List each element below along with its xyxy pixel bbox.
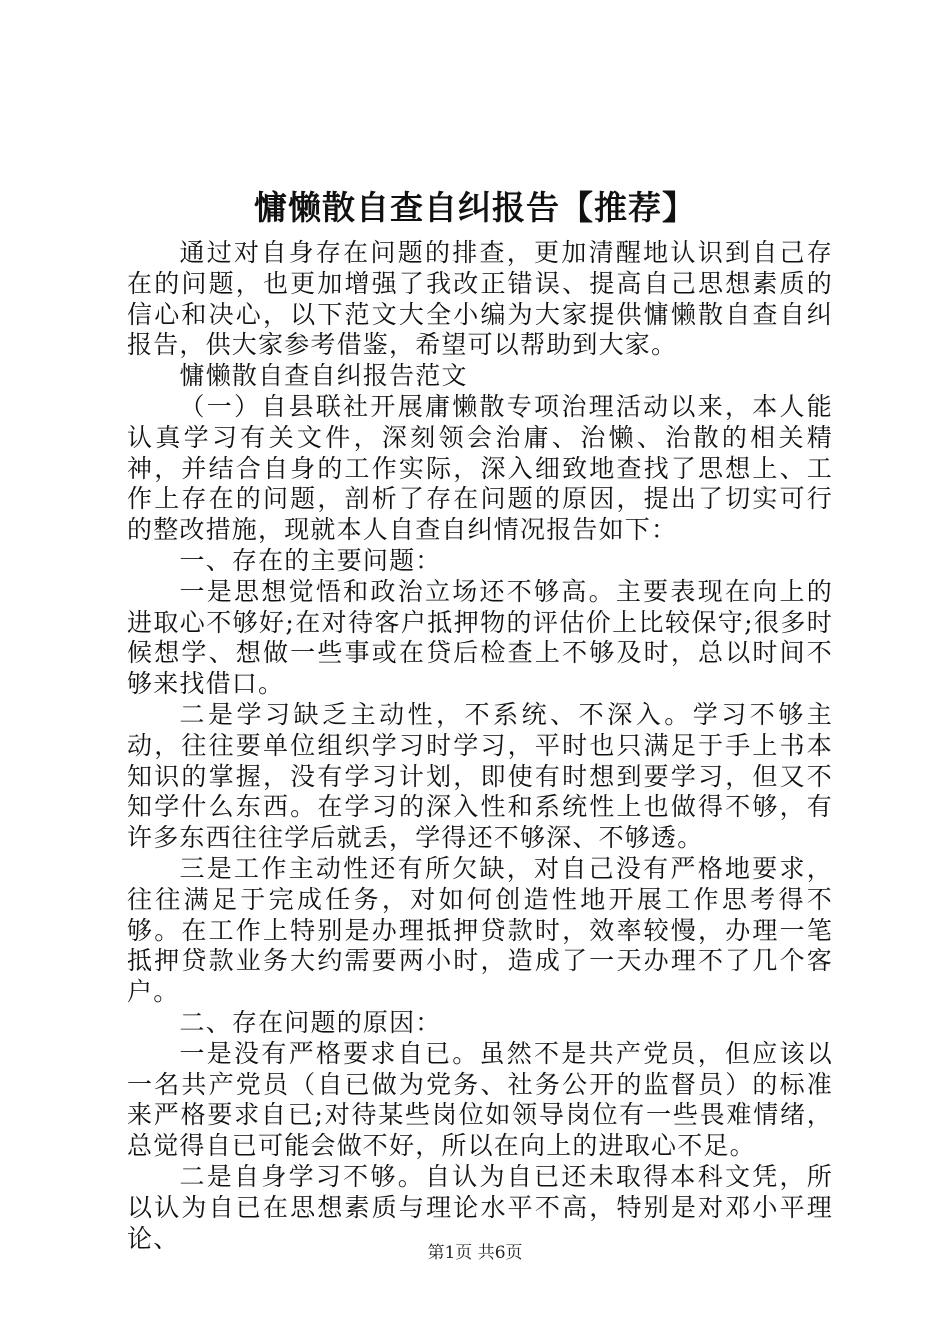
paragraph-intro: 通过对自身存在问题的排查，更加清醒地认识到自己存在的问题，也更加增强了我改正错误、提高自己思想素质的信心和决心，以下范文大全小编为大家提供慵懒散自查自纠报告，供大家参考借鉴，希望可以帮助到大家。	[127, 238, 833, 360]
page-number-footer: 第1页 共6页	[427, 1243, 523, 1263]
paragraph-cause-1: 一是没有严格要求自已。虽然不是共产党员，但应该以一名共产党员（自已做为党务、社务公开的监督员）的标准来严格要求自已;对待某些岗位如领导岗位有一些畏难情绪，总觉得自已可能会做不好，所以在向上的进取心不足。	[127, 1038, 833, 1161]
paragraph-subtitle: 慵懒散自查自纠报告范文	[179, 361, 468, 391]
heading-problem-causes: 二、存在问题的原因：	[179, 1007, 442, 1037]
paragraph-problem-2: 二是学习缺乏主动性，不系统、不深入。学习不够主动，往往要单位组织学习时学习，平时也只满足于手上书本知识的掌握，没有学习计划，即使有时想到要学习，但又不知学什么东西。在学习的深入性和系统性上也做得不够，有许多东西往往学后就丢，学得还不够深、不够透。	[127, 699, 833, 853]
document-title: 慵懒散自查自纠报告【推荐】	[254, 188, 696, 227]
heading-main-problems: 一、存在的主要问题：	[179, 545, 442, 575]
paragraph-cause-2: 二是自身学习不够。自认为自已还未取得本科文凭，所以认为自已在思想素质与理论水平不高，特别是对邓小平理论、	[127, 1161, 833, 1253]
paragraph-problem-3: 三是工作主动性还有所欠缺，对自己没有严格地要求，往往满足于完成任务，对如何创造性地开展工作思考得不够。在工作上特别是办理抵押贷款时，效率较慢，办理一笔抵押贷款业务大约需要两小时，造成了一天办理不了几个客户。	[127, 853, 833, 1007]
document-body	[127, 238, 833, 1254]
paragraph-problem-1: 一是思想觉悟和政治立场还不够高。主要表现在向上的进取心不够好;在对待客户抵押物的评估价上比较保守;很多时候想学、想做一些事或在贷后检查上不够及时，总以时间不够来找借口。	[127, 576, 833, 699]
paragraph-section-one: （一）自县联社开展庸懒散专项治理活动以来，本人能认真学习有关文件，深刻领会治庸、治懒、治散的相关精神，并结合自身的工作实际，深入细致地查找了思想上、工作上存在的问题，剖析了存在问题的原因，提出了切实可行的整改措施，现就本人自查自纠情况报告如下：	[127, 391, 833, 545]
